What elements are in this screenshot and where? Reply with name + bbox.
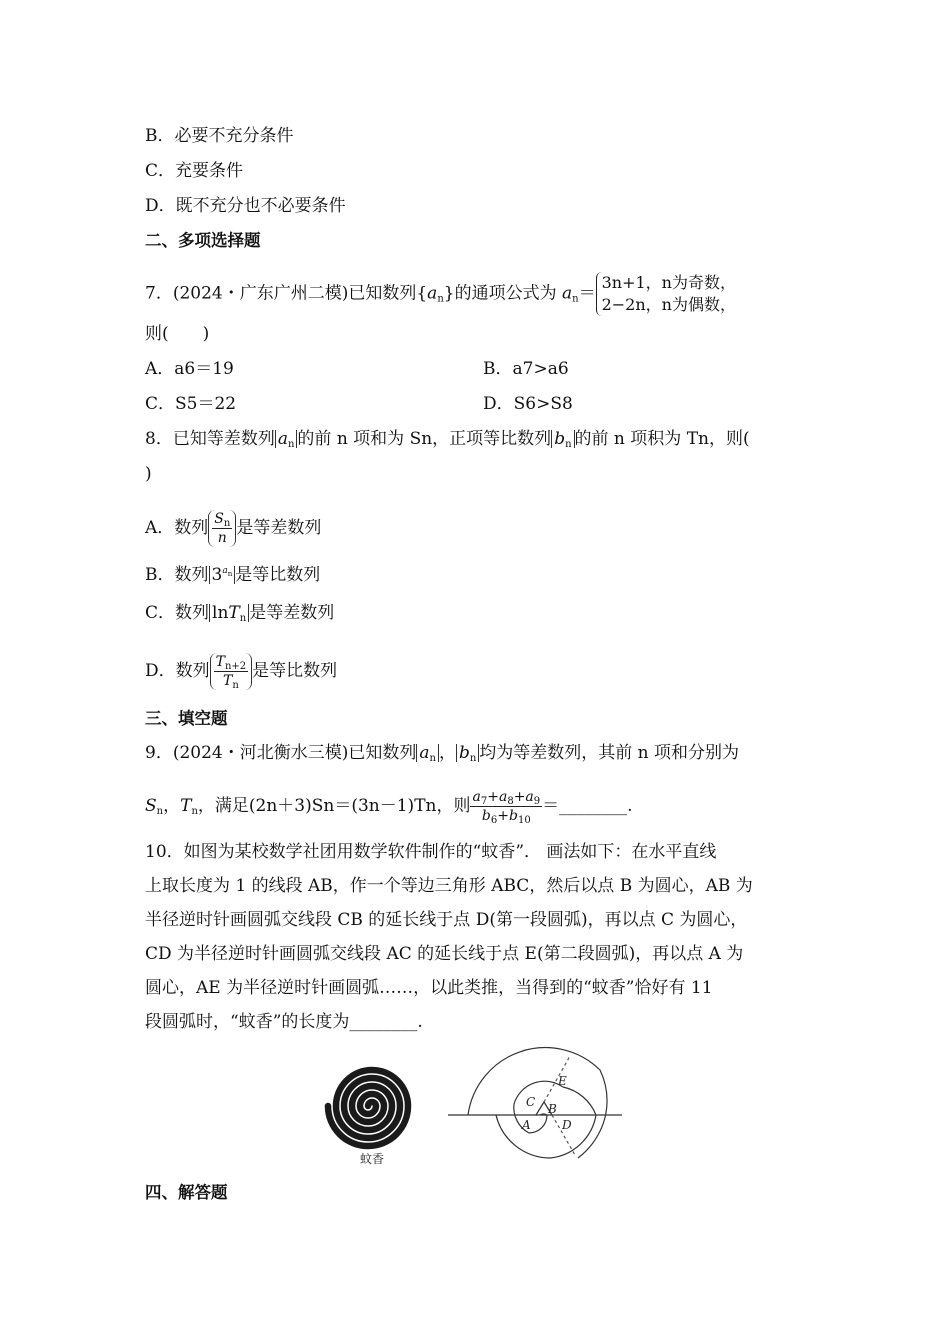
q8-c-prefix: C．数列 [145,603,210,623]
q8-option-c: C．数列 lnT$_n$ 是等差数列 [145,603,335,624]
arc-1 [529,1115,547,1133]
figure-caption: 蚊香 [360,1152,385,1166]
section-heading-fill-blank: 三、填空题 [145,709,228,728]
q10-line5: 圆心，AE 为半径逆时针画圆弧……，以此类推，当得到的“蚊香”恰好有 11 [145,978,713,998]
arc-outer [468,1048,607,1158]
section-heading-answer: 四、解答题 [145,1183,228,1202]
q7-case-even: 2−2n，n为偶数， [601,295,736,314]
q8-d-prefix: D．数列 [145,661,210,681]
q9-line2b: ＝________. [542,796,633,816]
q8-close: ) [145,464,152,484]
q8-b-prefix: B．数列 [145,565,209,585]
q7-mid: }的通项公式为 [443,283,562,304]
q7-prefix: 7．(2024・广东广州二模)已知数列{ [145,283,428,304]
label-e: E [558,1074,567,1088]
q10-line3: 半径逆时针画圆弧交线段 CB 的延长线于点 D(第一段圆弧)，再以点 C 为圆心， [145,910,748,930]
q8-a-suffix: 是等差数列 [236,518,322,538]
q8-option-d: D．数列 $\frac{T_{n+2}}{T_n}$ 是等比数列 [145,654,338,691]
q8-stem: 8．已知等差数列 $a_n$ 的前 n 项和为 Sn，正项等比数列 $b_n$ 的前 n 项积为 Tn，则( [145,429,750,450]
q8-text1: 8．已知等差数列 [145,429,275,449]
q7-stem: 7．(2024・广东广州二模)已知数列$\{a_n\}$的通项公式为 $a_n=$ 3n+1，n为奇数， 2−2n，n为偶数， [145,273,736,314]
q9-line2: $S_n$，$T_n$，满足(2n＋3)Sn＝(3n－1)Tn，则 $\frac{a_7+a_8+a_9}{b_6+b_{10}}$ ＝________. [145,789,633,826]
label-c: C [526,1095,536,1109]
q9-line1b: 均为等差数列，其前 n 项和分别为 [479,743,740,763]
q10-figure [300,1040,640,1175]
q8-text3: 的前 n 项积为 Tn，则( [574,429,750,449]
q9-line1: 9．(2024・河北衡水三模)已知数列 $a_n$ ， $b_n$ 均为等差数列，其前 n 项和分别为 [145,743,740,764]
q8-b-suffix: 是等比数列 [235,565,321,585]
q8-a-prefix: A．数列 [145,518,209,538]
label-d: D [562,1118,572,1132]
mosquito-coil-image [328,1070,408,1146]
q6-option-d: D．既不充分也不必要条件 [145,196,346,216]
q10-line4: CD 为半径逆时针画圆弧交线段 AC 的延长线于点 E(第二段圆弧)，再以点 A 为 [145,944,744,964]
q7-option-d: D．S6>S8 [483,394,573,414]
q8-option-a: A．数列 $\frac{S_n}{n}$ 是等差数列 [145,511,322,546]
section-heading-multi-choice: 二、多项选择题 [145,231,261,250]
q7-option-b: B．a7>a6 [483,359,569,379]
q9-line1a: 9．(2024・河北衡水三模)已知数列 [145,743,417,763]
q7-piecewise [596,272,736,316]
label-a: A [522,1118,531,1132]
q7-then: 则( ) [145,324,210,344]
label-b: B [548,1102,557,1116]
q7-case-odd: 3n+1，n为奇数， [601,273,736,292]
q8-option-b: B．数列 $3^{a_n}$ 是等比数列 [145,565,321,585]
q9-line2a: 满足(2n＋3)Sn＝(3n－1)Tn，则 [214,796,471,816]
q10-line1: 10．如图为某校数学社团用数学软件制作的“蚊香”． 画法如下：在水平直线 [145,842,717,862]
q8-d-suffix: 是等比数列 [252,661,338,681]
q10-line6: 段圆弧时，“蚊香”的长度为________. [145,1012,423,1032]
q6-option-c: C．充要条件 [145,161,244,181]
q7-option-c: C．S5＝22 [145,394,237,414]
q7-option-a: A．a6＝19 [145,359,234,379]
q6-option-b: B．必要不充分条件 [145,126,294,146]
q8-c-suffix: 是等差数列 [249,603,335,623]
q8-text2: 的前 n 项和为 Sn，正项等比数列 [297,429,552,449]
q10-line2: 上取长度为 1 的线段 AB，作一个等边三角形 ABC，然后以点 B 为圆心，AB 为 [145,876,753,896]
